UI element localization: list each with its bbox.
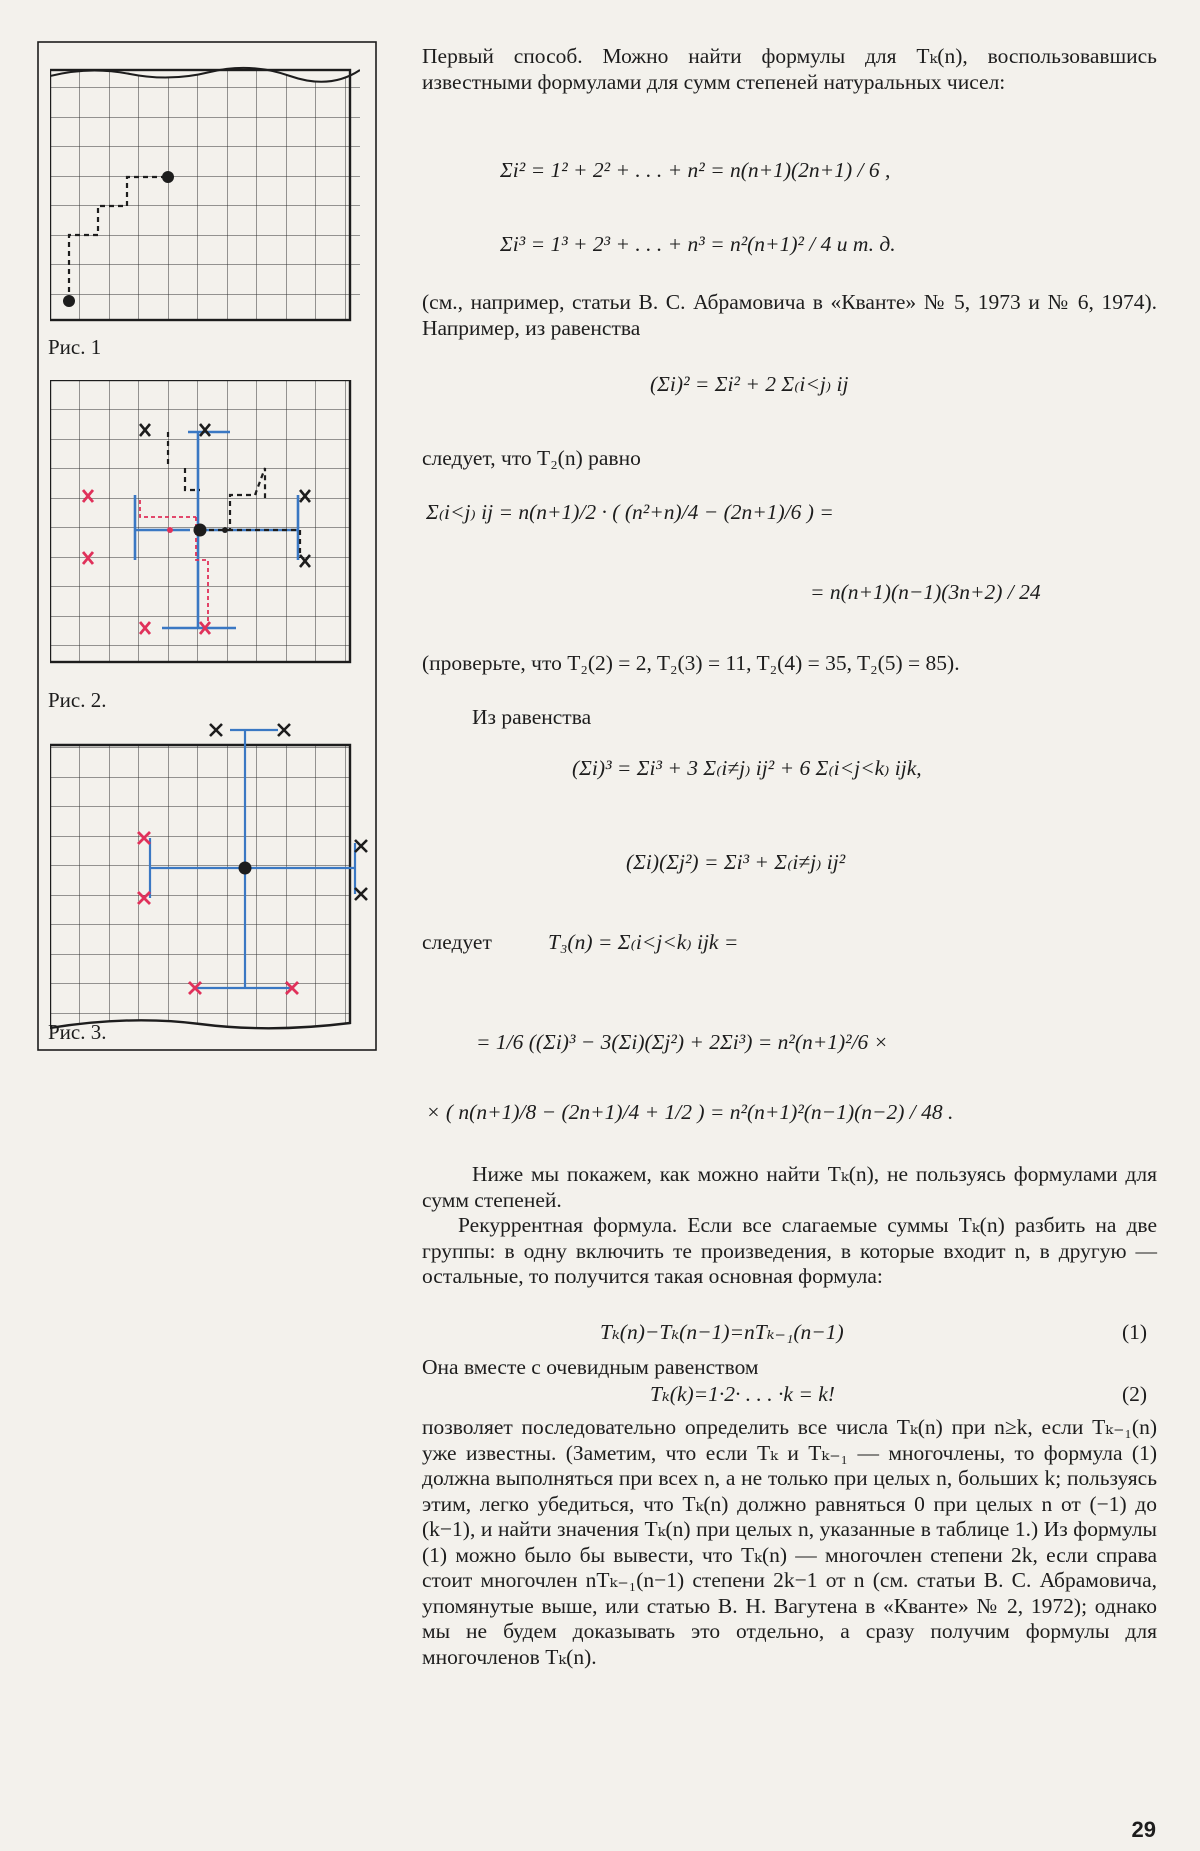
formula-t2-b: = n(n+1)(n−1)(3n+2) / 24 xyxy=(810,580,1041,604)
paragraph-10: позволяет последовательно определить все числа Tₖ(n) при n≥k, если Tₖ₋₁(n) уже известны. (Заметим, что если Tₖ и Tₖ₋₁ — многочлены, то формула (1) должна выполняться при всех n, а не только при целых n, больших k; пользуясь этим, легко убедиться, что Tₖ(n) должно равняться 0 при целых n от (−1) до (k−1), и найти значения Tₖ(n) при целых n, указанные в таблице 1.) Из формулы (1) можно было бы вывести, что Tₖ(n) — многочлен степени 2k, если справа стоит многочлен nTₖ₋₁(n−1) степени 2k−1 от n (см. статьи В. С. Абрамовича, упомянутые выше, или статью В. Н. Вагутена в «Кванте» № 2, 1972); однако мы не будем доказывать это отдельно, а сразу получим формулы для многочленов Tₖ(n). xyxy=(422,1415,1157,1669)
page-number: 29 xyxy=(1131,1817,1156,1842)
start-dot xyxy=(63,295,75,307)
formula-t3-c: × ( n(n+1)/8 − (2n+1)/4 + 1/2 ) = n²(n+1)²(n−1)(n−2) / 48 . xyxy=(426,1100,954,1124)
formula-t2-a: Σ₍i<j₎ ij = n(n+1)/2 · ( (n²+n)/4 − (2n+1)/6 ) = xyxy=(426,500,834,524)
figure-3 xyxy=(50,718,380,1043)
figure-2 xyxy=(50,380,360,670)
paragraph-9: Она вместе с очевидным равенством xyxy=(422,1355,759,1379)
paragraph-1: Первый способ. Можно найти формулы для Tₖ(n), воспользовавшись известными формулами для сумм степеней натуральных чисел: xyxy=(422,44,1157,94)
figure-1 xyxy=(50,58,360,328)
formula-recurrence: Tₖ(n)−Tₖ(n−1)=nTₖ₋₁(n−1) xyxy=(600,1320,844,1344)
formula-t3-b: = 1/6 ((Σi)³ − 3(Σi)(Σj²) + 2Σi³) = n²(n+1)²/6 × xyxy=(476,1030,889,1054)
paragraph-5: Из равенства xyxy=(472,705,592,729)
end-dot xyxy=(162,171,174,183)
paragraph-8: Рекуррентная формула. Если все слагаемые суммы Tₖ(n) разбить на две группы: в одну включить те произведения, в которые входит n, в другую — остальные, то получится такая основная формула: xyxy=(422,1213,1157,1288)
formula-product-sums: (Σi)(Σj²) = Σi³ + Σ₍i≠j₎ ij² xyxy=(626,850,846,874)
formula-2-number: (2) xyxy=(1122,1382,1148,1406)
formula-cube-of-sum: (Σi)³ = Σi³ + 3 Σ₍i≠j₎ ij² + 6 Σ₍i<j<k₎ ijk, xyxy=(572,756,922,780)
figure-2-caption: Рис. 2. xyxy=(48,688,107,712)
formula-sum-squares: Σi² = 1² + 2² + . . . + n² = n(n+1)(2n+1) / 6 , xyxy=(500,158,891,182)
paragraph-3: следует, что T₂(n) равно xyxy=(422,446,641,470)
formula-factorial: Tₖ(k)=1·2· . . . ·k = k! xyxy=(650,1382,835,1406)
formula-square-of-sum: (Σi)² = Σi² + 2 Σ₍i<j₎ ij xyxy=(650,372,849,396)
figure-3-caption: Рис. 3. xyxy=(48,1020,107,1044)
paragraph-2: (см., например, статьи В. С. Абрамовича в «Кванте» № 5, 1973 и № 6, 1974). Например, из равенства xyxy=(422,290,1157,340)
paragraph-4: (проверьте, что T₂(2) = 2, T₂(3) = 11, T₂(4) = 35, T₂(5) = 85). xyxy=(422,651,960,675)
paragraph-6: следует xyxy=(422,930,492,954)
formula-t3-a: T₃(n) = Σ₍i<j<k₎ ijk = xyxy=(548,930,739,954)
paragraph-7: Ниже мы покажем, как можно найти Tₖ(n), не пользуясь формулами для сумм степеней. xyxy=(422,1162,1157,1212)
figure-1-caption: Рис. 1 xyxy=(48,335,102,359)
formula-1-number: (1) xyxy=(1122,1320,1148,1344)
formula-sum-cubes: Σi³ = 1³ + 2³ + . . . + n³ = n²(n+1)² / 4 и т. д. xyxy=(500,232,896,256)
